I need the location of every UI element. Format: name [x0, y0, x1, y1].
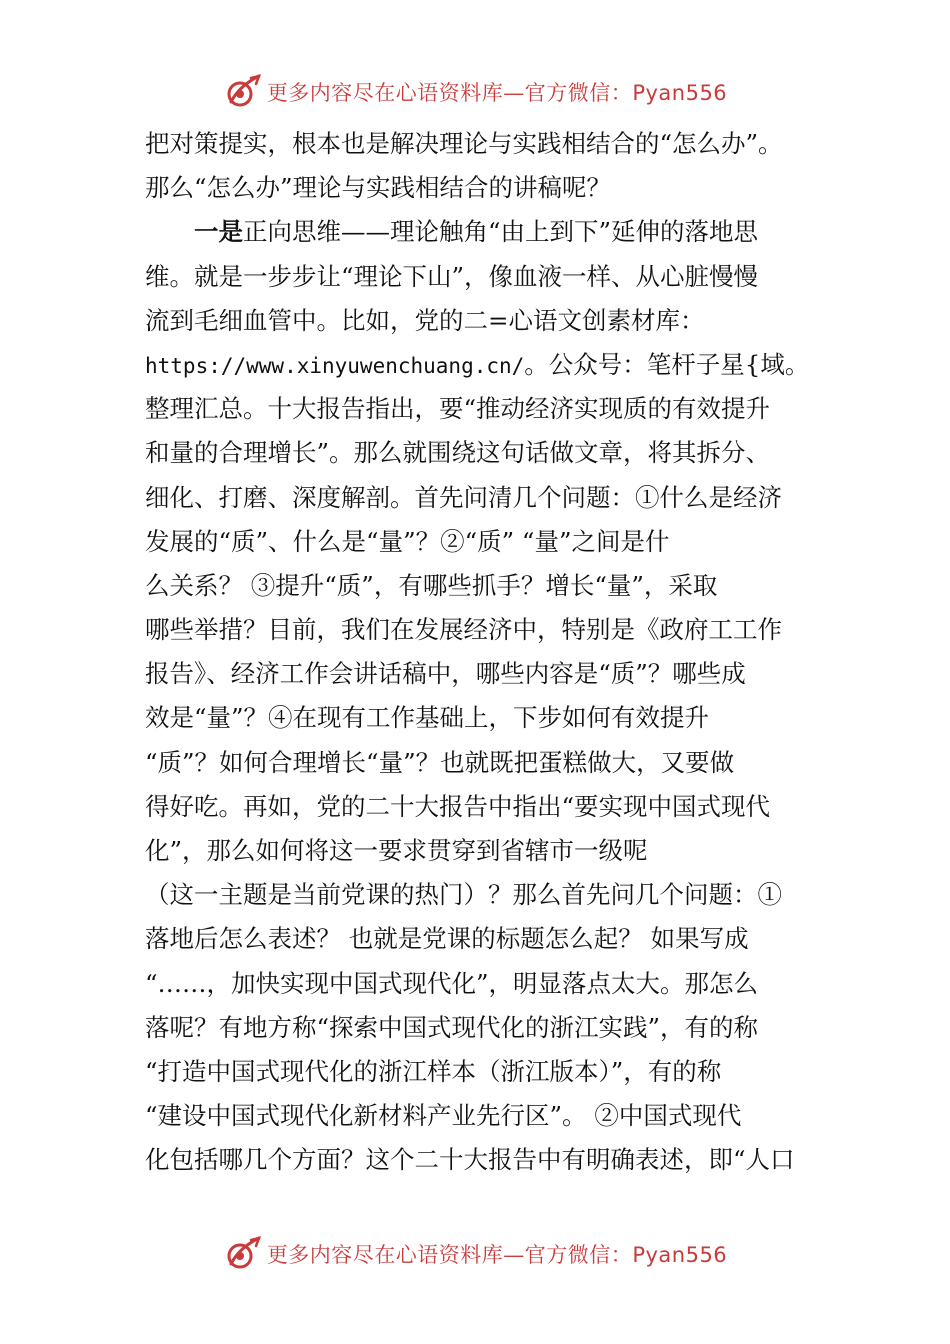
text-line: 把对策提实，根本也是解决理论与实践相结合的“怎么办”。: [145, 129, 783, 158]
text-line: 维。就是一步步让“理论下山”，像血液一样、从心脏慢慢: [145, 261, 759, 291]
text-line: 整理汇总。十大报告指出，要“推动经济实现质的有效提升: [145, 394, 771, 424]
text-line: 和量的合理增长”。那么就围绕这句话做文章，将其拆分、: [145, 438, 771, 468]
header-watermark: [0, 70, 950, 114]
xinyu-logo-icon: [223, 1234, 263, 1274]
text-line: 么关系？ ③提升“质”，有哪些抓手？增长“量”，采取: [145, 570, 718, 600]
text-line: “……，加快实现中国式现代化”，明显落点太大。那怎么: [145, 968, 759, 998]
text-line: 细化、打磨、深度解剖。首先问清几个问题：①什么是经济: [145, 482, 782, 512]
text-line: “打造中国式现代化的浙江样本（浙江版本）”，有的称: [145, 1056, 722, 1086]
text-line: 报告》、经济工作会讲话稿中，哪些内容是“质”？哪些成: [145, 659, 746, 689]
text-line: 落地后怎么表述？ 也就是党课的标题怎么起？ 如果写成: [145, 924, 749, 954]
document-body: [145, 122, 825, 1183]
text-line: （这一主题是当前党课的热门）？那么首先问几个问题：①: [145, 880, 782, 910]
text-line: 效是“量”？④在现有工作基础上，下步如何有效提升: [145, 703, 710, 733]
url-line: https://www.xinyuwenchuang.cn/。公众号：笔杆子星{域。: [145, 349, 810, 379]
text-line: “建设中国式现代化新材料产业先行区”。 ②中国式现代: [145, 1101, 742, 1131]
text-line: 流到毛细血管中。比如，党的二=心语文创素材库：: [145, 305, 705, 335]
watermark-text: 更多内容尽在心语资料库—官方微信：Pyan556: [266, 1243, 728, 1267]
footer-watermark: [0, 1232, 950, 1276]
website-url[interactable]: https://www.xinyuwenchuang.cn/: [145, 353, 525, 378]
text-line: “质”？如何合理增长“量”？也就既把蛋糕做大，又要做: [145, 747, 735, 777]
text-line: 哪些举措？目前，我们在发展经济中，特别是《政府工工作: [145, 615, 782, 645]
paragraph-first-line: 一是正向思维——理论触角“由上到下”延伸的落地思: [194, 217, 759, 247]
text-line: 化包括哪几个方面？这个二十大报告中有明确表述，即“人口: [145, 1145, 795, 1175]
text-line: 那么“怎么办”理论与实践相结合的讲稿呢？: [145, 173, 612, 203]
paragraph-lead: 一是: [194, 217, 243, 247]
watermark-text: 更多内容尽在心语资料库—官方微信：Pyan556: [266, 81, 728, 105]
text-line: 落呢？有地方称“探索中国式现代化的浙江实践”，有的称: [145, 1012, 759, 1042]
text-line: 化”，那么如何将这一要求贯穿到省辖市一级呢: [145, 836, 648, 865]
text-line: 得好吃。再如，党的二十大报告中指出“要实现中国式现代: [145, 791, 771, 821]
xinyu-logo-icon: [223, 72, 263, 112]
text-line: 发展的“质”、什么是“量”？②“质” “量”之间是什: [145, 526, 670, 556]
